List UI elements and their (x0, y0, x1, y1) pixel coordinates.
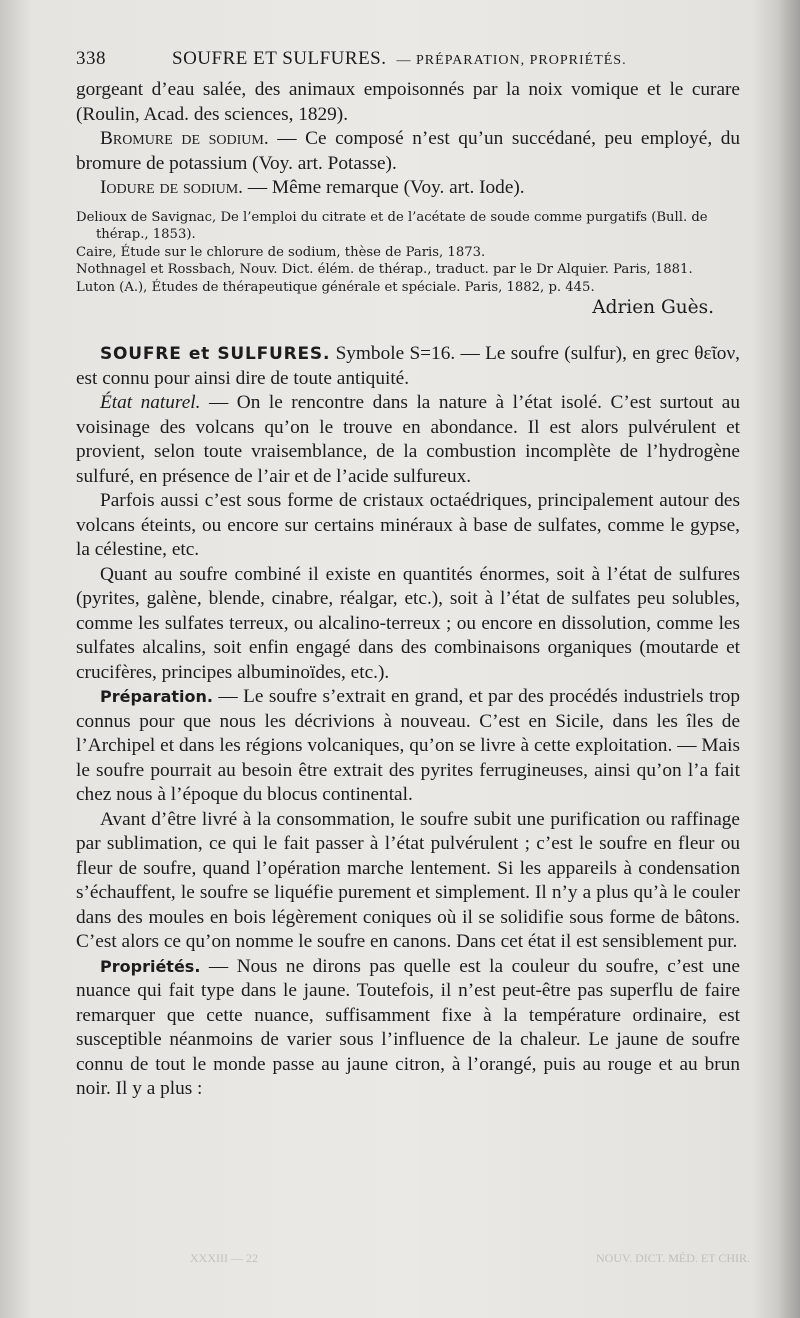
article-heading: SOUFRE et SULFURES. (100, 344, 331, 364)
subsection-lead-etat: État naturel. (100, 392, 201, 413)
bibliography-entry: Nothnagel et Rossbach, Nouv. Dict. élém. de thérap., traduct. par le Dr Alquier. Paris, 1881. (76, 262, 693, 277)
paragraph-proprietes (76, 955, 740, 1102)
entry-text-iodure: — Même remarque (Voy. art. Iode). (243, 177, 525, 198)
bibliography-entry: Delioux de Savignac, De l’emploi du citrate et de l’acétate de soude comme purgatifs (Bull. de thérap., 1853). (76, 209, 708, 242)
subsection-heading-proprietes: Propriétés. (100, 956, 201, 976)
footer-series: NOUV. DICT. MÉD. ET CHIR. (595, 1250, 750, 1265)
page-number: 338 (76, 48, 106, 69)
author-signature: Adrien Guès. (592, 297, 714, 318)
subsection-heading-preparation: Préparation. (100, 687, 213, 706)
running-head (76, 48, 740, 78)
paragraph-preparation (76, 685, 740, 808)
section-gap (76, 320, 740, 342)
entry-lead-iodure: Iodure de sodium. (100, 177, 243, 198)
bleed-through-footer (190, 1244, 750, 1272)
bibliography-entry: Caire, Étude sur le chlorure de sodium, thèse de Paris, 1873. (76, 244, 486, 260)
footer-signature-mark: XXXIII — 22 (190, 1250, 258, 1265)
running-subtitle: — PRÉPARATION, PROPRIÉTÉS. (396, 53, 627, 68)
entry-lead-bromure: Bromure de sodium. (100, 128, 269, 149)
book-gutter-shadow (778, 0, 800, 1318)
running-title: SOUFRE ET SULFURES. (172, 48, 387, 69)
article-intro (76, 342, 740, 391)
paragraph-avant: Avant d’être livré à la consommation, le soufre subit une purification ou raffinage par sublimation, ce qui le fait passer à l’état pulvérulent ; c’est le soufre en fleur ou fleur de soufre, quand l’opération marche lentement. Si les appareils à condensation s’échauffent, le soufre se liquéfie purement et simplement. Il n’y a plus qu’à le couler dans des moules en bois légèrement coniques où il se solidifie sous forme de bâtons. C’est alors ce qu’on nomme le soufre en canons. Dans cet état il est sensiblement pur. (76, 808, 740, 952)
paragraph-quant: Quant au soufre combiné il existe en quantités énormes, soit à l’état de sulfures (pyrites, galène, blende, cinabre, réalgar, etc.), soit à l’état de sulfates peu solubles, comme les sulfates terreux, ou alcalino-terreux ; ou encore en dissolution, comme les sulfates alcalins, soit enfin engagé dans des combinaisons organiques (moutarde et crucifères, principes albuminoïdes, etc.). (76, 563, 740, 683)
subsection-text-etat: — On le rencontre dans la nature à l’état isolé. C’est surtout au voisinage des volcans qu’on le trouve en abondance. Il est alors pulvérulent et provient, selon toute vraisemblance, de la combustion incomplète de l’hydrogène sulfuré, en présence de l’air et de l’acide sulfureux. (76, 392, 740, 487)
paragraph-iodure (76, 176, 740, 201)
article-intro-text: Symbole S=16. — Le soufre (sulfur), en grec θεῖον, est connu pour ainsi dire de toute antiquité. (76, 343, 740, 389)
bibliography (76, 209, 740, 297)
entry-text-bromure: — Ce composé n’est qu’un succédané, peu employé, du bromure de potassium (Voy. art. Potasse). (76, 128, 741, 174)
bibliography-entry: Luton (A.), Études de thérapeutique générale et spéciale. Paris, 1882, p. 445. (76, 279, 595, 295)
subsection-text-proprietes: — Nous ne dirons pas quelle est la couleur du soufre, c’est une nuance qui fait type dans le jaune. Toutefois, il n’est peut-être pas superflu de faire remarquer que cette nuance, suffisamment fixe à la température ordinaire, est susceptible néanmoins de varier sous l’influence de la chaleur. Le jaune de soufre connu de tout le monde passe au jaune citron, à l’orangé, puis au rouge et au brun noir. Il y a plus : (76, 955, 740, 1099)
subsection-text-preparation: — Le soufre s’extrait en grand, et par des procédés industriels trop connus pour que nous les décrivions à nouveau. C’est en Sicile, dans les îles de l’Archipel et dans les régions volcaniques, qu’on se livre à cette exploitation. — Mais le soufre pourrait au besoin être extrait des pyrites ferrugineuses, ainsi qu’on l’a fait chez nous à l’époque du blocus continental. (76, 686, 740, 805)
paragraph-etat-naturel (76, 391, 740, 489)
paragraph-bromure (76, 127, 740, 176)
page-content (76, 48, 740, 1102)
paragraph-continuation: gorgeant d’eau salée, des animaux empoisonnés par la noix vomique et le curare (Roulin, Acad. des sciences, 1829). (76, 79, 740, 125)
paragraph-parfois: Parfois aussi c’est sous forme de cristaux octaédriques, principalement autour des volcans éteints, ou encore sur certains minéraux à base de sulfates, comme le gypse, la célestine, etc. (76, 490, 740, 560)
